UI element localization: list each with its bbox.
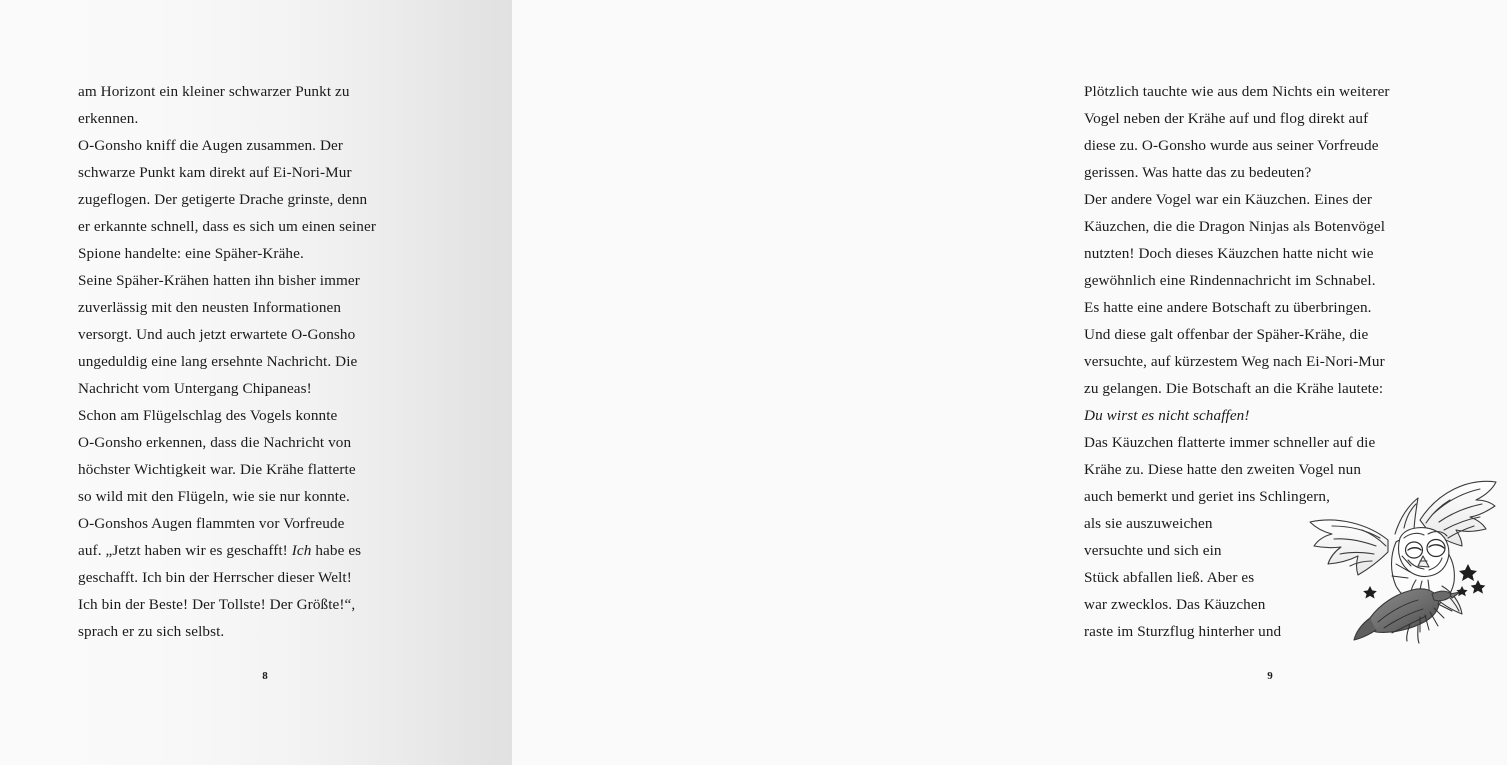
right-page-body-text	[1084, 78, 1464, 645]
left-page-text-line: zuverlässig mit den neusten Informationen	[78, 299, 342, 316]
emphasised-text: Ich	[291, 542, 312, 559]
right-page-text-line: als sie auszuweichen	[1084, 515, 1213, 532]
page-number-left: 8	[262, 670, 268, 682]
left-page-text-line: geschafft. Ich bin der Herrscher dieser Welt!	[78, 569, 352, 586]
right-page-text-line: auch bemerkt und geriet ins Schlingern,	[1084, 488, 1330, 505]
right-page-text-line	[1084, 402, 1464, 429]
right-page-text-line: Krähe zu. Diese hatte den zweiten Vogel nun	[1084, 461, 1362, 478]
left-page-text-line: Spione handelte: eine Späher-Krähe.	[78, 245, 304, 262]
right-page	[512, 0, 1390, 765]
left-page-text-line: auf. „Jetzt haben wir es geschafft! Ich habe es	[78, 542, 362, 559]
left-page-text-line: O-Gonshos Augen flammten vor Vorfreude	[78, 515, 345, 532]
right-page-text-line: Es hatte eine andere Botschaft zu überbringen.	[1084, 299, 1372, 316]
emphasised-text: Du wirst es nicht schaffen!	[1084, 407, 1250, 424]
left-page-text-line: versorgt. Und auch jetzt erwartete O-Gonsho	[78, 326, 356, 343]
right-page-text-line: gewöhnlich eine Rindennachricht im Schnabel.	[1084, 272, 1376, 289]
right-page-text-line: war zwecklos. Das Käuzchen	[1084, 596, 1266, 613]
right-page-text-line: diese zu. O-Gonsho wurde aus seiner Vorfreude	[1084, 137, 1379, 154]
left-page-text-line: zugeflogen. Der getigerte Drache grinste, denn	[78, 191, 368, 208]
left-page-body-text	[78, 78, 438, 645]
left-page-text-line: sprach er zu sich selbst.	[78, 623, 225, 640]
right-page-text-line: zu gelangen. Die Botschaft an die Krähe lautete:	[1084, 380, 1384, 397]
right-page-text-line: Vogel neben der Krähe auf und flog direkt auf	[1084, 110, 1369, 127]
right-page-text-line: raste im Sturzflug hinterher und	[1084, 623, 1282, 640]
right-page-text-line: versuchte und sich ein	[1084, 542, 1222, 559]
right-page-text-line: gerissen. Was hatte das zu bedeuten?	[1084, 164, 1312, 181]
page-number-right: 9	[1267, 670, 1273, 682]
right-page-text-line: Käuzchen, die die Dragon Ninjas als Botenvögel	[1084, 218, 1386, 235]
right-page-text-line: Das Käuzchen flatterte immer schneller auf die	[1084, 434, 1376, 451]
left-page-text-line: O-Gonsho erkennen, dass die Nachricht von	[78, 434, 352, 451]
left-page	[0, 0, 512, 765]
left-page-text-line: O-Gonsho kniff die Augen zusammen. Der	[78, 137, 344, 154]
right-page-text-line: nutzten! Doch dieses Käuzchen hatte nicht wie	[1084, 245, 1374, 262]
left-page-text-line: so wild mit den Flügeln, wie sie nur konnte.	[78, 488, 350, 505]
left-page-text-line: schwarze Punkt kam direkt auf Ei-Nori-Mur	[78, 164, 352, 181]
left-page-text-line: erkennen.	[78, 110, 139, 127]
left-page-text-line: am Horizont ein kleiner schwarzer Punkt zu	[78, 83, 350, 100]
right-page-text-line: Der andere Vogel war ein Käuzchen. Eines der	[1084, 191, 1373, 208]
left-page-text-line: Seine Späher-Krähen hatten ihn bisher immer	[78, 272, 360, 289]
right-page-text-line: versuchte, auf kürzestem Weg nach Ei-Nori-Mur	[1084, 353, 1385, 370]
left-page-text-line: Nachricht vom Untergang Chipaneas!	[78, 380, 312, 397]
left-page-text-line: höchster Wichtigkeit war. Die Krähe flatterte	[78, 461, 356, 478]
left-page-text-line: ungeduldig eine lang ersehnte Nachricht. Die	[78, 353, 358, 370]
left-page-text-line: Ich bin der Beste! Der Tollste! Der Größte!“,	[78, 596, 356, 613]
left-page-text-line: Schon am Flügelschlag des Vogels konnte	[78, 407, 338, 424]
right-page-text-line: Und diese galt offenbar der Späher-Krähe, die	[1084, 326, 1369, 343]
left-page-text-line: er erkannte schnell, dass es sich um einen seiner	[78, 218, 377, 235]
right-page-text-line: Stück abfallen ließ. Aber es	[1084, 569, 1255, 586]
right-page-text-line: Plötzlich tauchte wie aus dem Nichts ein weiterer	[1084, 83, 1390, 100]
